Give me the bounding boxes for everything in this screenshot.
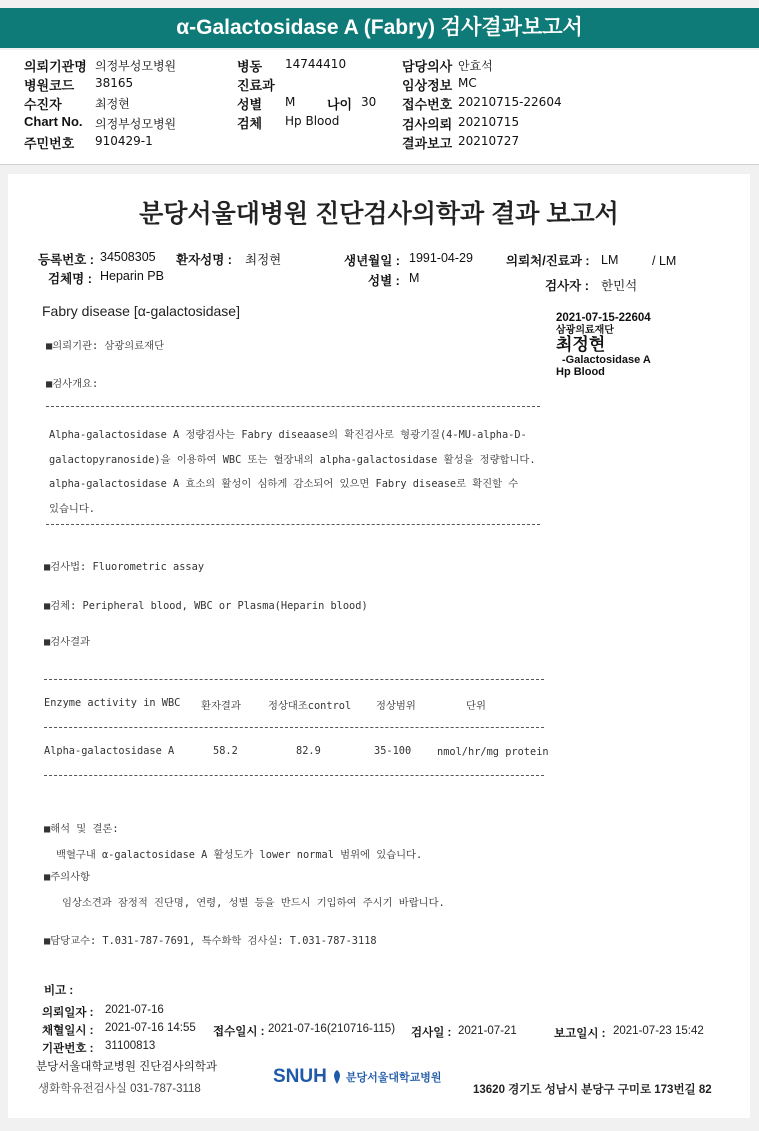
divider xyxy=(44,727,544,728)
sex-label: 성별 xyxy=(237,97,263,112)
logo-text: SNUH xyxy=(273,1066,327,1087)
report-sheet xyxy=(8,174,750,1118)
result-normal-range: 35-100 xyxy=(374,745,412,757)
resident-no-value: 910429-1 xyxy=(95,134,153,148)
report-title: α-Galactosidase A (Fabry) 검사결과보고서 xyxy=(176,16,583,39)
result-patient-value: 58.2 xyxy=(213,745,238,757)
specimen-name-label: 검체명 : xyxy=(48,272,92,286)
contact-line: ■담당교수: T.031-787-7691, 특수화학 검사실: T.031-787-3118 xyxy=(44,935,377,947)
result-test-name: Alpha-galactosidase A xyxy=(44,745,175,757)
ward-value: 14744410 xyxy=(285,57,347,71)
examiner-value: 한민석 xyxy=(601,279,638,293)
patient-name-label: 환자성명 : xyxy=(176,253,232,267)
recipient-value: 최정현 xyxy=(95,97,130,111)
chart-no-value: 의정부성모병원 xyxy=(95,117,177,131)
dept-label: 진료과 xyxy=(237,78,275,93)
header-panel xyxy=(0,50,759,165)
collect-time-value: 2021-07-16 14:55 xyxy=(105,1022,196,1034)
interpretation-text: 백혈구내 α-galactosidase A 활성도가 lower normal 범위에 있습니다. xyxy=(56,849,423,861)
institution-label: 의뢰기관명 xyxy=(24,59,87,74)
reg-no-value: 34508305 xyxy=(100,250,156,264)
overview-line: Alpha-galactosidase A 정량검사는 Fabry diseaase의 확진검사로 형광기질(4-MU-alpha-D- xyxy=(49,429,527,441)
institution-value: 의정부성모병원 xyxy=(95,59,177,73)
caution-text: 임상소견과 잠정적 진단명, 연령, 성별 등을 반드시 기입하여 주시기 바랍니다. xyxy=(62,897,445,909)
org-no-value: 31100813 xyxy=(105,1040,156,1052)
receipt-no-label: 접수번호 xyxy=(402,97,453,112)
method-line: ■검사법: Fluorometric assay xyxy=(44,561,205,573)
table-header-unit: 단위 xyxy=(466,700,486,712)
report-title-bar xyxy=(0,8,759,48)
overview-line: galactopyranoside)을 이용하여 WBC 또는 혈장내의 alpha-galactosidase 활성을 정량합니다. xyxy=(49,453,536,466)
dob-label: 생년월일 : xyxy=(344,254,400,268)
examiner-label: 검사자 : xyxy=(545,279,589,293)
divider xyxy=(44,775,544,776)
clinical-info-label: 임상정보 xyxy=(402,78,453,93)
referrer-value: LM xyxy=(601,253,619,267)
dob-value: 1991-04-29 xyxy=(409,251,473,265)
remarks-label: 비고 : xyxy=(44,985,74,997)
sex-value-body: M xyxy=(409,271,420,285)
age-label: 나이 xyxy=(327,97,353,112)
specimen-label-sticker xyxy=(556,312,651,379)
request-date-value: 20210715 xyxy=(458,115,520,129)
result-control-value: 82.9 xyxy=(296,745,321,757)
sticker-test: -Galactosidase A xyxy=(562,354,651,367)
sticker-patient: 최정현 xyxy=(556,334,606,354)
lab-line: 생화학유전검사실 031-787-3118 xyxy=(38,1083,201,1095)
report-time-value: 2021-07-23 15:42 xyxy=(613,1025,704,1037)
test-name: Fabry disease [α-galactosidase] xyxy=(42,303,240,319)
table-header-enzyme: Enzyme activity in WBC xyxy=(44,697,181,709)
report-time-label: 보고일시 : xyxy=(554,1028,606,1040)
sex-label-body: 성별 : xyxy=(368,274,400,288)
receipt-no-value: 20210715-22604 xyxy=(458,95,562,109)
divider xyxy=(46,406,540,407)
resident-no-label: 주민번호 xyxy=(24,136,75,151)
request-date-value: 2021-07-16 xyxy=(105,1004,164,1016)
specimen-label: 검체 xyxy=(237,116,263,131)
sticker-specimen: Hp Blood xyxy=(556,366,605,379)
reg-no-label: 등록번호 : xyxy=(38,253,94,267)
sticker-institution: 삼광의료재단 xyxy=(556,324,614,336)
doctor-label: 담당의사 xyxy=(402,59,453,74)
referrer-dept-value: / LM xyxy=(652,254,677,268)
doctor-value: 안효석 xyxy=(458,59,493,73)
test-date-label: 검사일 : xyxy=(411,1027,452,1039)
institution-line: ■의뢰기관: 삼광의료재단 xyxy=(46,340,165,352)
specimen-name-value: Heparin PB xyxy=(100,269,164,283)
divider xyxy=(44,679,544,680)
report-date-value: 20210727 xyxy=(458,134,520,148)
divider xyxy=(46,524,540,525)
sex-value: M xyxy=(285,95,296,109)
table-header-range: 정상범위 xyxy=(376,700,416,712)
chart-no-label: Chart No. xyxy=(24,114,83,129)
clinical-info-value: MC xyxy=(458,76,477,90)
logo-mark-icon xyxy=(331,1069,343,1085)
ward-label: 병동 xyxy=(237,59,263,74)
result-unit: nmol/hr/mg protein xyxy=(437,746,549,758)
results-heading: ■검사결과 xyxy=(44,636,90,648)
table-header-control: 정상대조control xyxy=(268,700,352,712)
specimen-line: ■검체: Peripheral blood, WBC or Plasma(Heparin blood) xyxy=(44,600,368,612)
overview-line: alpha-galactosidase A 효소의 활성이 심하게 감소되어 있으면 Fabry disease로 확진할 수 xyxy=(49,478,519,490)
request-date-label: 의뢰일자 : xyxy=(42,1007,94,1019)
caution-heading: ■주의사항 xyxy=(44,871,90,883)
org-no-label: 기관번호 : xyxy=(42,1043,94,1055)
age-value: 30 xyxy=(361,95,377,109)
collect-time-label: 채혈일시 : xyxy=(42,1025,94,1037)
overview-line: 있습니다. xyxy=(49,502,95,515)
logo-name: 분당서울대학교병원 xyxy=(345,1072,442,1084)
address: 13620 경기도 성남시 분당구 구미로 173번길 82 xyxy=(473,1084,712,1096)
interpretation-heading: ■해석 및 결론: xyxy=(44,823,119,835)
referrer-label: 의뢰처/진료과 : xyxy=(506,254,590,268)
request-date-label: 검사의뢰 xyxy=(402,117,453,132)
hospital-code-value: 38165 xyxy=(95,76,134,90)
hospital-logo xyxy=(273,1066,441,1088)
recipient-label: 수진자 xyxy=(24,97,62,112)
specimen-value: Hp Blood xyxy=(285,114,340,128)
report-date-label: 결과보고 xyxy=(402,136,453,151)
overview-text xyxy=(49,423,536,521)
test-date-value: 2021-07-21 xyxy=(458,1025,517,1037)
dept-name: 분당서울대학교병원 진단검사의학과 xyxy=(36,1061,217,1073)
receive-time-label: 접수일시 : xyxy=(213,1026,265,1038)
sticker-receipt-no: 2021-07-15-22604 xyxy=(556,312,651,324)
sheet-title: 분당서울대병원 진단검사의학과 결과 보고서 xyxy=(139,200,619,228)
patient-name-value: 최정현 xyxy=(245,253,282,267)
hospital-code-label: 병원코드 xyxy=(24,78,75,93)
receive-time-value: 2021-07-16(210716-115) xyxy=(268,1023,396,1035)
table-header-patient: 환자결과 xyxy=(201,700,241,712)
overview-heading: ■검사개요: xyxy=(46,378,99,390)
